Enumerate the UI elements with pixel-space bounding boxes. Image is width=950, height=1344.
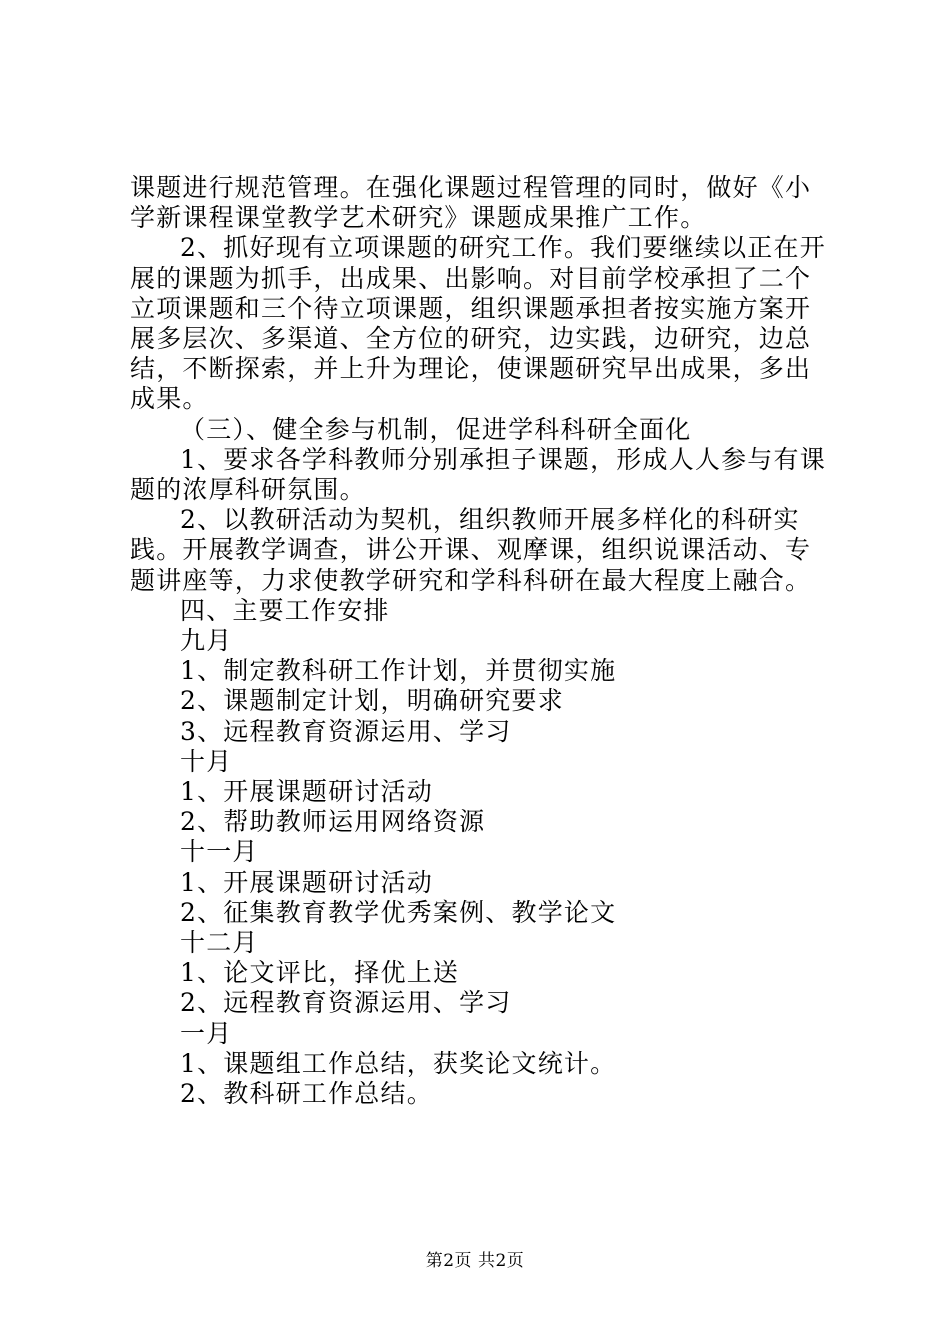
paragraph: 课题进行规范管理。在强化课题过程管理的同时，做好《小学新课程课堂教学艺术研究》课题成果推广工作。 <box>130 173 812 233</box>
list-item: 1、开展课题研讨活动 <box>180 777 433 807</box>
page-number-footer: 第2页 共2页 <box>425 1251 525 1271</box>
list-item: 1、论文评比，择优上送 <box>180 958 460 988</box>
month-heading: 十一月 <box>180 837 259 867</box>
month-heading: 十月 <box>180 746 233 776</box>
month-heading: 九月 <box>180 626 233 656</box>
list-item: 1、制定教科研工作计划，并贯彻实施 <box>180 656 617 686</box>
list-item: 1、课题组工作总结，获奖论文统计。 <box>180 1048 617 1078</box>
list-item: 3、远程教育资源运用、学习 <box>180 716 512 746</box>
paragraph: 2、以教研活动为契机，组织教师开展多样化的科研实践。开展教学调查，讲公开课、观摩课，组织说课活动、专题讲座等，力求使教学研究和学科科研在最大程度上融合。 <box>130 505 812 595</box>
section-heading: （三）、健全参与机制，促进学科科研全面化 <box>180 414 692 444</box>
list-item: 2、征集教育教学优秀案例、教学论文 <box>180 897 617 927</box>
paragraph: 2、抓好现有立项课题的研究工作。我们要继续以正在开展的课题为抓手，出成果、出影响。对目前学校承担了二个立项课题和三个待立项课题，组织课题承担者按实施方案开展多层次、多渠道、全方位的研究，边实践，边研究，边总结，不断探索，并上升为理论，使课题研究早出成果，多出成果。 <box>130 233 826 414</box>
section-heading: 四、主要工作安排 <box>180 595 390 625</box>
month-heading: 一月 <box>180 1018 233 1048</box>
paragraph: 1、要求各学科教师分别承担子课题，形成人人参与有课题的浓厚科研氛围。 <box>130 444 826 505</box>
list-item: 2、远程教育资源运用、学习 <box>180 988 512 1018</box>
list-item: 2、课题制定计划，明确研究要求 <box>180 686 564 716</box>
month-heading: 十二月 <box>180 928 259 958</box>
list-item: 2、教科研工作总结。 <box>180 1079 433 1109</box>
document-body <box>130 173 832 1109</box>
list-item: 2、帮助教师运用网络资源 <box>180 807 486 837</box>
list-item: 1、开展课题研讨活动 <box>180 867 433 897</box>
